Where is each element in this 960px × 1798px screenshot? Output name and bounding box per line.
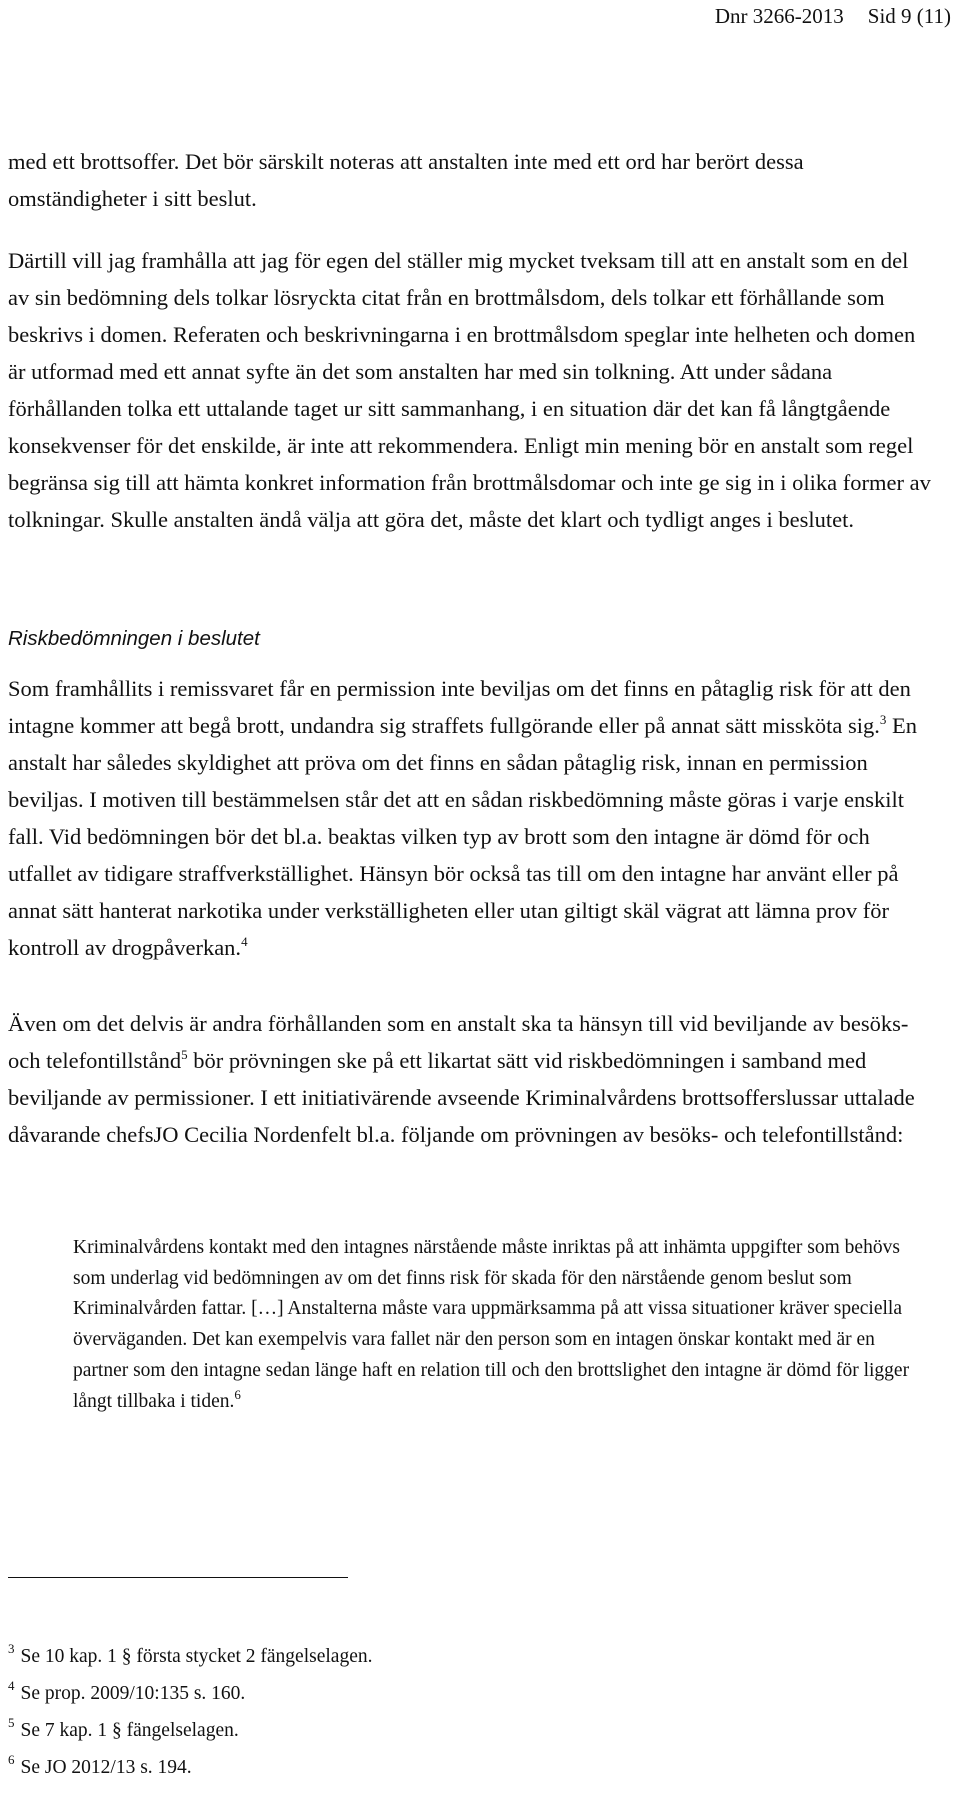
footnote-item: [8, 1675, 372, 1712]
footnote-ref-6[interactable]: 6: [234, 1386, 241, 1402]
footnote-item: [8, 1638, 372, 1675]
page-number: Sid 9 (11): [867, 4, 951, 28]
paragraph-3: [8, 670, 933, 966]
block-quote: [73, 1233, 913, 1417]
case-number: Dnr 3266-2013: [714, 4, 844, 28]
footnote-item: [8, 1712, 372, 1749]
footnote-ref-3[interactable]: 3: [879, 712, 887, 727]
paragraph-1: med ett brottsoffer. Det bör särskilt noteras att anstalten inte med ett ord har berört dessa omständigheter i sitt beslut.: [8, 149, 804, 211]
footnote-item: [8, 1749, 372, 1786]
footnote-text: Se JO 2012/13 s. 194.: [20, 1757, 192, 1778]
footnote-text: Se 7 kap. 1 § fängelselagen.: [20, 1720, 239, 1741]
section-heading: Riskbedömningen i beslutet: [8, 627, 260, 650]
footnotes: [8, 1638, 372, 1786]
paragraph-3-part-b: En anstalt har således skyldighet att pröva om det finns en sådan påtaglig risk, innan en permission beviljas. I motiven till bestämmelsen står det att en sådan riskbedömning måste göras i varje enskilt fall. Vid bedömningen bör det bl.a. beaktas vilken typ av brott som den intagne är dömd för och utfallet av tidigare straffverkställighet. Hänsyn bör också tas till om den intagne har använt eller på annat sätt hanterat narkotika under verkställigheten eller utan giltigt skäl vägrat att lämna prov för kontroll av drogpåverkan.: [8, 713, 917, 960]
footnote-divider: [8, 1577, 348, 1578]
quote-text: Kriminalvårdens kontakt med den intagnes närstående måste inriktas på att inhämta uppgifter som behövs som underlag vid bedömningen av om det finns risk för skada för den närstående genom beslut som Kriminalvården fattar. […] Anstalterna måste vara uppmärksamma på att vissa situationer kräver speciella överväganden. Det kan exempelvis vara fallet när den person som en intagen önskar kontakt med är en partner som den intagne sedan länge haft en relation till och den brottslighet den intagne är dömd för ligger långt tillbaka i tiden.: [73, 1237, 910, 1412]
footnote-number: 4: [8, 1678, 15, 1693]
footnote-ref-5[interactable]: 5: [181, 1047, 188, 1062]
paragraph-4: [8, 1005, 933, 1153]
footnote-number: 6: [8, 1752, 15, 1767]
page-header: [715, 4, 951, 29]
paragraph-4-part-a: Även om det delvis är andra förhållanden som en anstalt ska ta hänsyn till vid beviljande av besöks- och telefontillstånd: [8, 1011, 909, 1073]
paragraph-2: Därtill vill jag framhålla att jag för egen del ställer mig mycket tveksam till att en anstalt som en del av sin bedömning dels tolkar lösryckta citat från en brottmålsdom, dels tolkar ett förhållande som beskrivs i domen. Referaten och beskrivningarna i en brottmålsdom speglar inte helheten och domen är utformad med ett annat syfte än det som anstalten har med sin tolkning. Att under sådana förhållanden tolka ett uttalande taget ur sitt sammanhang, i en situation där det kan få långtgående konsekvenser för det enskilde, är inte att rekommendera. Enligt min mening bör en anstalt som regel begränsa sig till att hämta konkret information från brottmålsdomar och inte ge sig in i olika former av tolkningar. Skulle anstalten ändå välja att göra det, måste det klart och tydligt anges i beslutet.: [8, 248, 931, 532]
footnote-number: 3: [8, 1641, 15, 1656]
footnote-text: Se 10 kap. 1 § första stycket 2 fängelselagen.: [20, 1646, 373, 1667]
footnote-ref-4[interactable]: 4: [241, 934, 248, 949]
paragraph-4-part-b: bör prövningen ske på ett likartat sätt vid riskbedömningen i samband med beviljande av permissioner. I ett initiativärende avseende Kriminalvårdens brottsofferslussar uttalade dåvarande chefsJO Cecilia Nordenfelt bl.a. följande om prövningen av besöks- och telefontillstånd:: [8, 1048, 915, 1147]
paragraph-3-part-a: Som framhållits i remissvaret får en permission inte beviljas om det finns en påtaglig risk för att den intagne kommer att begå brott, undandra sig straffets fullgörande eller på annat sätt missköta sig.: [8, 676, 911, 738]
footnote-text: Se prop. 2009/10:135 s. 160.: [20, 1683, 246, 1704]
footnote-number: 5: [8, 1715, 15, 1730]
